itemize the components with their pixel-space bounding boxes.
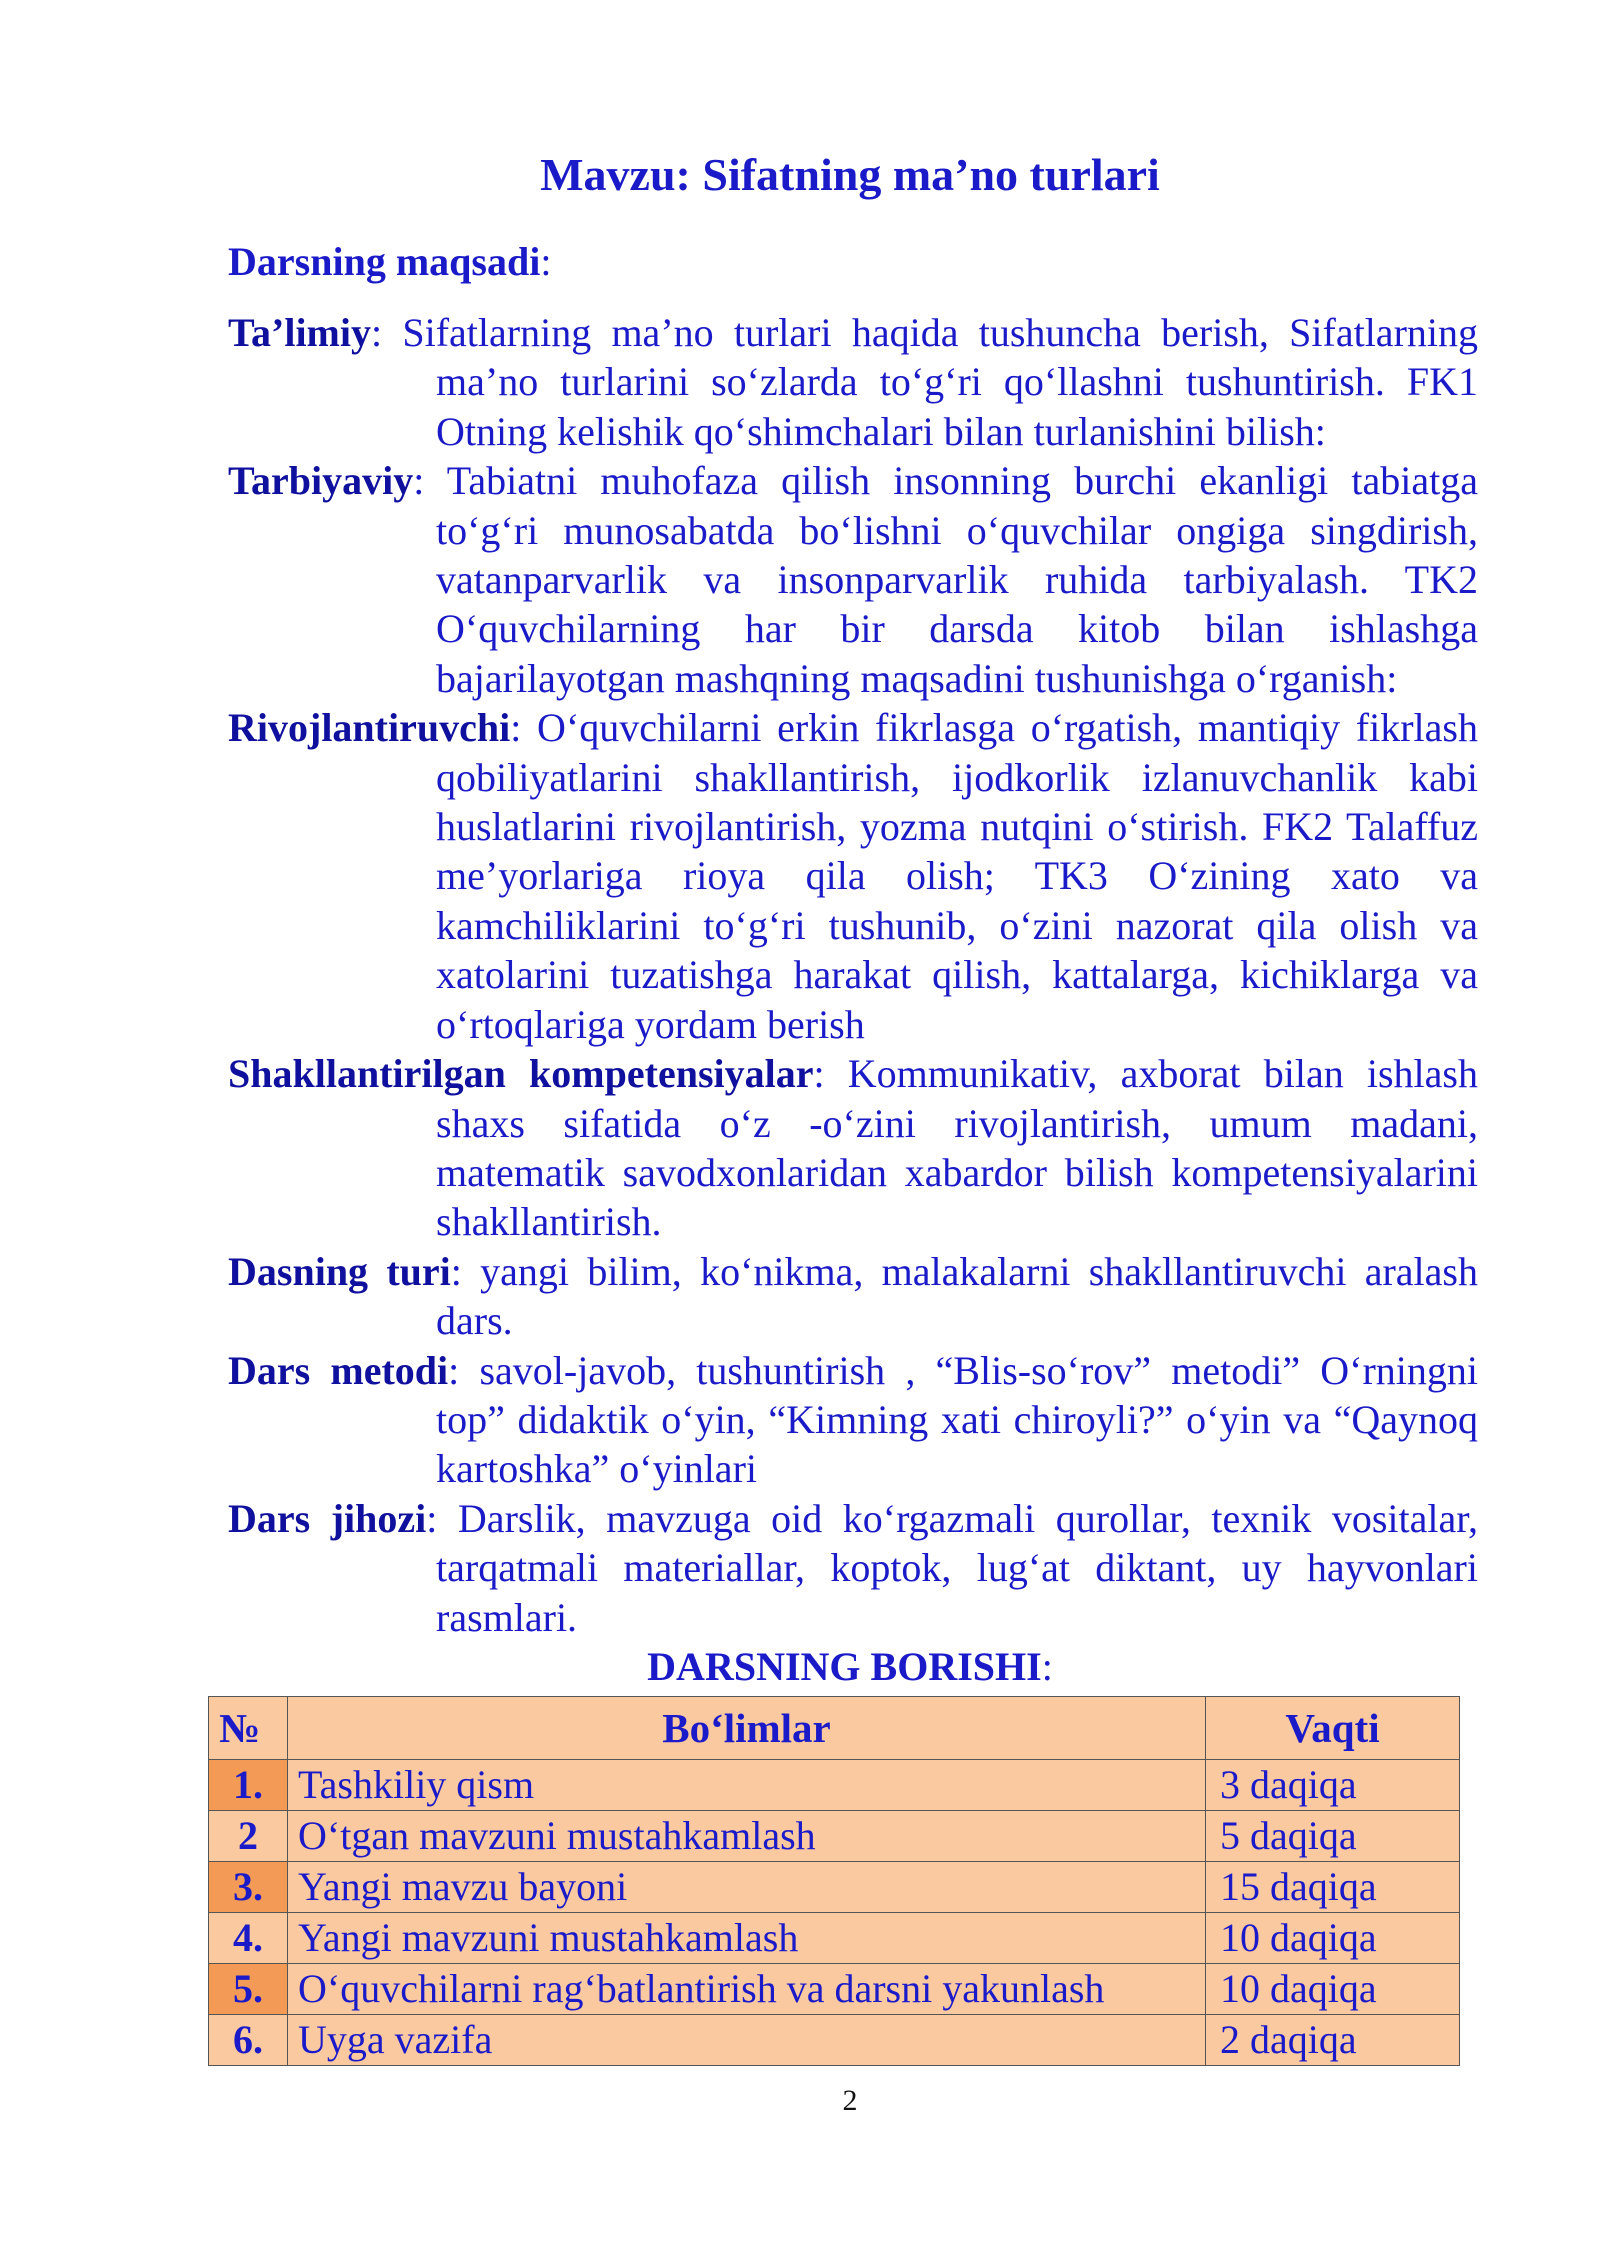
- entry-text: : savol-javob, tushuntirish , “Blis-so‘rov” metodi” O‘rningni top” didaktik o‘yin, “Kimning xati chiroyli?” o‘yin va “Qaynoq kartoshka” o‘yinlari: [436, 1347, 1479, 1492]
- entry-text: : Tabiatni muhofaza qilish insonning burchi ekanligi tabiatga to‘g‘ri munosabatda bo‘lishni o‘quvchilar ongiga singdirish, vatanparvarlik va insonparvarlik ruhida tarbiyalash. TK2 O‘quvchilarning har bir darsda kitob bilan ishlashga bajarilayotgan mashqning maqsadini tushunishga o‘rganish:: [413, 458, 1478, 701]
- entry-text: : Sifatlarning ma’no turlari haqida tushuncha berish, Sifatlarning ma’no turlarini so‘zlarda to‘g‘ri qo‘llashni tushuntirish. FK1 Otning kelishik qo‘shimchalari bilan turlanishini bilish:: [371, 310, 1478, 454]
- row-number: 2: [209, 1811, 288, 1862]
- row-section: O‘tgan mavzuni mustahkamlash: [288, 1811, 1206, 1862]
- entry-rivojlantiruvchi: [228, 703, 1478, 1049]
- table-row: [209, 2015, 1460, 2066]
- table-row: [209, 1811, 1460, 1862]
- entry-kompetensiyalar: [228, 1049, 1478, 1247]
- row-section: Yangi mavzu bayoni: [288, 1862, 1206, 1913]
- row-section: O‘quvchilarni rag‘batlantirish va darsni yakunlash: [288, 1964, 1206, 2015]
- row-time: 15 daqiqa: [1206, 1862, 1460, 1913]
- page-title: Mavzu: Sifatning ma’no turlari: [540, 149, 1160, 200]
- row-number: 3.: [209, 1862, 288, 1913]
- table-row: [209, 1760, 1460, 1811]
- row-time: 2 daqiqa: [1206, 2015, 1460, 2066]
- entry-dars-turi: [228, 1247, 1478, 1346]
- row-number: 4.: [209, 1913, 288, 1964]
- entry-text: : Darslik, mavzuga oid ko‘rgazmali qurollar, texnik vositalar, tarqatmali materiallar, koptok, lug‘at diktant, uy hayvonlari rasmlari.: [426, 1495, 1478, 1640]
- row-number: 1.: [209, 1760, 288, 1811]
- entry-talimiy: [228, 308, 1478, 456]
- lesson-objectives: [228, 308, 1478, 1642]
- entry-label: Dasning turi: [228, 1248, 451, 1294]
- aim-heading: [228, 238, 551, 286]
- entry-label: Ta’limiy: [228, 310, 371, 355]
- row-section: Uyga vazifa: [288, 2015, 1206, 2066]
- header-number: №: [209, 1697, 288, 1760]
- entry-label: Shakllantirilgan kompetensiyalar: [228, 1051, 814, 1097]
- row-time: 5 daqiqa: [1206, 1811, 1460, 1862]
- row-number: 6.: [209, 2015, 288, 2066]
- row-time: 3 daqiqa: [1206, 1760, 1460, 1811]
- aim-label: Darsning maqsadi: [228, 239, 541, 284]
- entry-text: : O‘quvchilarni erkin fikrlasga o‘rgatish, mantiqiy fikrlash qobiliyatlarini shakllantirish, ijodkorlik izlanuvchanlik kabi huslatlarini rivojlantirish, yozma nutqini o‘stirish. FK2 Talaffuz me’yorlariga rioya qila olish; TK3 O‘zining xato va kamchiliklarini to‘g‘ri tushunib, o‘zini nazorat qila olish va xatolarini tuzatishga harakat qilish, kattalarga, kichiklarga va o‘rtoqlariga yordam berish: [436, 705, 1478, 1047]
- entry-label: Dars metodi: [228, 1347, 449, 1393]
- table-row: [209, 1862, 1460, 1913]
- table-header-row: [209, 1697, 1460, 1760]
- lesson-plan-colon: :: [1041, 1644, 1053, 1689]
- entry-text: : yangi bilim, ko‘nikma, malakalarni shakllantiruvchi aralash dars.: [436, 1248, 1478, 1344]
- entry-dars-metodi: [228, 1346, 1478, 1494]
- header-time: Vaqti: [1206, 1697, 1460, 1760]
- row-number: 5.: [209, 1964, 288, 2015]
- entry-tarbiyaviy: [228, 456, 1478, 703]
- page-number: 2: [842, 2084, 858, 2117]
- entry-text: : Kommunikativ, axborat bilan ishlash shaxs sifatida o‘z -o‘zini rivojlantirish, umum madani, matematik savodxonlaridan xabardor bilish kompetensiyalarini shakllantirish.: [436, 1051, 1478, 1245]
- table-row: [209, 1913, 1460, 1964]
- row-section: Tashkiliy qism: [288, 1760, 1206, 1811]
- row-time: 10 daqiqa: [1206, 1964, 1460, 2015]
- header-sections: Bo‘limlar: [288, 1697, 1206, 1760]
- entry-label: Dars jihozi: [228, 1495, 427, 1541]
- table-row: [209, 1964, 1460, 2015]
- entry-dars-jihozi: [228, 1494, 1478, 1642]
- row-section: Yangi mavzuni mustahkamlash: [288, 1913, 1206, 1964]
- entry-label: Rivojlantiruvchi: [228, 705, 511, 751]
- lesson-plan-heading: DARSNING BORISHI:: [647, 1644, 1053, 1689]
- aim-colon: :: [540, 239, 552, 284]
- lesson-plan-table: [208, 1696, 1460, 2066]
- entry-label: Tarbiyaviy: [228, 458, 414, 504]
- row-time: 10 daqiqa: [1206, 1913, 1460, 1964]
